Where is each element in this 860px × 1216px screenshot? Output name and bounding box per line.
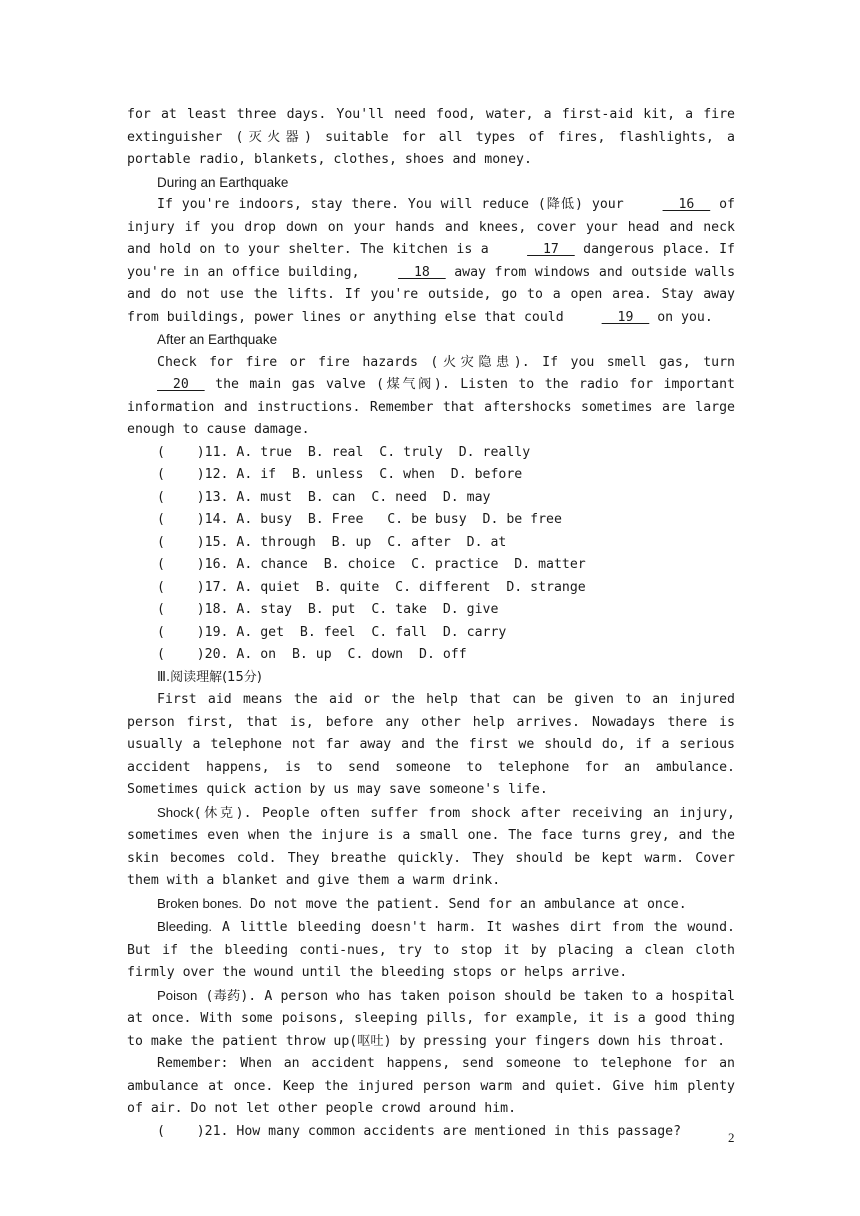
blank-16: 16 — [662, 197, 711, 212]
text-segment: (毒药). A person who has taken poison should be taken to a hospital at once. With some poisons, sleeping pills, for example, it is a good thing to make the patient throw up(呕吐) by pressing your fingers down his throat. — [127, 988, 735, 1049]
lead-shock: Shock — [157, 804, 194, 820]
page-number: 2 — [728, 1130, 735, 1145]
text-segment: Check for fire or fire hazards (火灾隐患). If you smell gas, turn — [157, 354, 735, 370]
paragraph-first-aid: First aid means the aid or the help that can be given to an injured person first, that is, before any other help arrives. Nowadays there is usually a telephone not far away and the first we should do, if a serious accident happens, is to send someone to telephone for an ambulance. Sometimes quick action by us may save someone's life. — [127, 692, 735, 797]
option-line-15: ( )15. A. through B. up C. after D. at — [157, 534, 507, 550]
option-line-17: ( )17. A. quiet B. quite C. different D. strange — [157, 579, 586, 595]
document-page — [127, 104, 735, 1143]
text-segment: away from windows and outside walls and do not use the lifts. If you're outside, go to a open area. Stay away from buildings, power lines or anything else that could — [127, 264, 736, 325]
option-line-11: ( )11. A. true B. real C. truly D. really — [157, 444, 531, 460]
section-heading-reading: Ⅲ.阅读理解(15分) — [157, 669, 262, 685]
lead-bleeding: Bleeding. — [157, 919, 212, 934]
blank-17: 17 — [527, 242, 575, 257]
option-line-16: ( )16. A. chance B. choice C. practice D. matter — [157, 557, 586, 572]
option-line-19: ( )19. A. get B. feel C. fall D. carry — [157, 624, 507, 640]
option-line-13: ( )13. A. must B. can C. need D. may — [157, 489, 491, 505]
option-line-12: ( )12. A. if B. unless C. when D. before — [157, 467, 523, 482]
text-segment: dangerous place. If you're in an office building, — [127, 242, 735, 280]
blank-19: 19 — [601, 309, 650, 325]
text-segment: the main gas valve (煤气阀). Listen to the radio for important information and instructions. Remember that aftershocks sometimes are large enough to cause damage. — [127, 377, 735, 437]
paragraph-after — [127, 352, 735, 442]
option-line-14: ( )14. A. busy B. Free C. be busy D. be free — [157, 512, 562, 527]
text-segment: of injury if you drop down on your hands and knees, cover your head and neck and hold on to your shelter. The kitchen is a — [127, 197, 735, 257]
heading-after-earthquake: After an Earthquake — [157, 332, 278, 347]
paragraph-during — [127, 194, 735, 329]
text-segment: If you're indoors, stay there. You will reduce (降低) your — [157, 197, 633, 212]
text-segment: (休克). People often suffer from shock after receiving an injury, sometimes even when the injure is a small one. The face turns grey, and the skin becomes cold. They breathe quickly. They should be kept warm. Cover them with a blanket and give them a warm drink. — [127, 805, 735, 888]
option-line-20: ( )20. A. on B. up C. down D. off — [157, 647, 467, 662]
heading-during-earthquake: During an Earthquake — [157, 174, 289, 190]
option-line-18: ( )18. A. stay B. put C. take D. give — [157, 602, 499, 617]
paragraph-bleeding — [127, 916, 735, 985]
lead-poison: Poison — [157, 987, 198, 1003]
paragraph-remember: Remember: When an accident happens, send someone to telephone for an ambulance at once. Keep the injured person warm and quiet. Give him plenty of air. Do not let other people crowd around him. — [127, 1056, 735, 1116]
paragraph-poison — [127, 985, 735, 1054]
paragraph-intro-continued: for at least three days. You'll need food, water, a first-aid kit, a fire extinguisher (灭火器) suitable for all types of fires, flashlights, a portable radio, blankets, clothes, shoes and money. — [127, 107, 735, 167]
text-segment: Do not move the patient. Send for an ambulance at once. — [242, 896, 687, 912]
text-segment: A little bleeding doesn't harm. It washes dirt from the wound. But if the bleeding conti-nues, try to stop it by placing a clean cloth firmly over the wound until the bleeding stops or helps arrive. — [127, 920, 735, 980]
blank-20: 20 — [157, 377, 205, 392]
paragraph-shock — [127, 802, 735, 893]
text-segment: on you. — [649, 309, 713, 325]
question-21: ( )21. How many common accidents are mentioned in this passage? — [157, 1123, 682, 1139]
lead-broken-bones: Broken bones. — [157, 895, 243, 911]
paragraph-broken-bones — [127, 893, 735, 917]
blank-18: 18 — [398, 264, 446, 280]
